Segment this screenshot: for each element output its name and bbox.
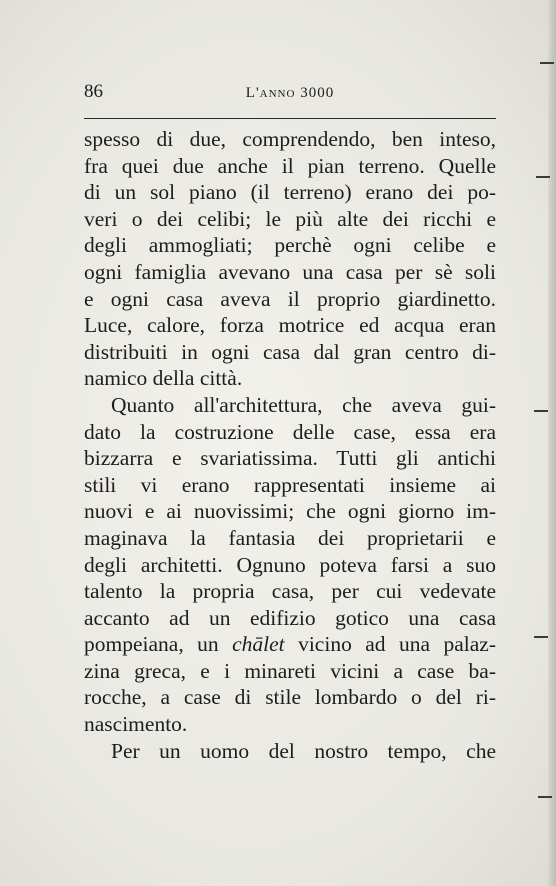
text-line: Luce, calore, forza motrice ed acqua eran (84, 313, 496, 338)
running-title: L'anno 3000 (245, 85, 335, 101)
text-line: maginava la fantasia dei proprietarii e (84, 525, 496, 550)
text-line: veri o dei celibi; le più alte dei ricchi e (84, 206, 496, 231)
text-line: fra quei due anche il pian terreno. Quelle (84, 153, 496, 178)
header-rule (84, 118, 496, 119)
text-line: rocche, a case di stile lombardo o del ri- (84, 685, 496, 710)
text-line: talento la propria casa, per cui vedevate (84, 579, 496, 604)
text-segment: pompeiana, un (84, 632, 233, 657)
text-line: nuovi e ai nuovissimi; che ogni giorno im- (84, 499, 496, 524)
text-line: namico della città. (84, 366, 243, 391)
text-line: accanto ad un edifizio gotico una casa (84, 605, 496, 630)
edge-mark (534, 636, 548, 638)
edge-mark (538, 796, 552, 798)
text-line: di un sol piano (il terreno) erano dei po- (84, 180, 496, 205)
page-number: 86 (84, 81, 103, 102)
text-line: degli ammogliati; perchè ogni celibe e (84, 233, 496, 258)
text-line: Per un uomo del nostro tempo, che (111, 738, 496, 763)
text-line: spesso di due, comprendendo, ben inteso, (84, 127, 496, 151)
text-line (84, 631, 496, 658)
italic-word: chālet (232, 632, 285, 657)
edge-mark (534, 410, 548, 412)
edge-mark (540, 62, 554, 64)
text-line: nascimento. (84, 712, 188, 737)
text-line: zina greca, e i minareti vicini a case ba- (84, 658, 496, 683)
edge-mark (536, 176, 550, 178)
page-header (84, 80, 496, 104)
text-line: bizzarra e svariatissima. Tutti gli antichi (84, 446, 496, 471)
text-line: Quanto all'architettura, che aveva gui- (111, 392, 496, 417)
body-text (84, 126, 496, 764)
text-line: degli architetti. Ognuno poteva farsi a suo (84, 552, 496, 577)
page-edge-shadow (548, 0, 556, 886)
text-line: distribuiti in ogni casa dal gran centro di- (84, 339, 496, 364)
text-line: ogni famiglia avevano una casa per sè soli (84, 259, 496, 284)
text-line: e ogni casa aveva il proprio giardinetto. (84, 286, 496, 311)
text-segment: vicino ad una palaz- (284, 632, 496, 657)
text-line: stili vi erano rappresentati insieme ai (84, 472, 496, 497)
text-line: dato la costruzione delle case, essa era (84, 419, 496, 444)
